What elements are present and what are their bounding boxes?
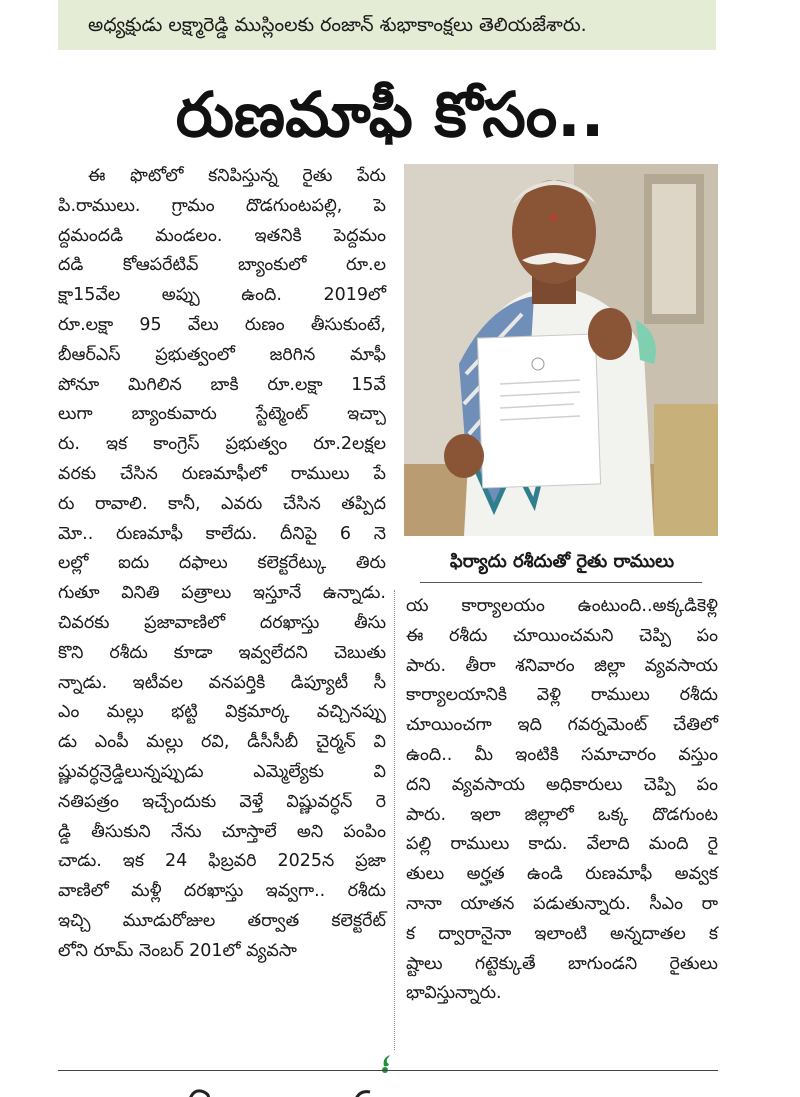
article-right-column <box>406 592 718 1009</box>
article-line: చివరకు ప్రజావాణిలో దరఖాస్తు తీసు <box>58 612 386 633</box>
article-line: లల్లో ఐదు దఫాలు కలెక్టరేట్కు తిరు <box>58 553 386 574</box>
article-line: క్షా15వేల అప్పు ఉంది. 2019లో <box>58 285 386 306</box>
article-line: పల్లి రాములు కాదు. వేలాది మంది రై <box>406 834 718 855</box>
article-line: వాణిలో మళ్లీ దరఖాస్తు ఇవ్వగా.. రశీదు <box>58 881 386 902</box>
article-line: పారు. తీరా శనివారం జిల్లా వ్యవసాయ <box>406 655 718 676</box>
article-line: రూ.లక్షా 95 వేలు రుణం తీసుకుంటే, <box>58 314 386 335</box>
farmer-photo-illustration <box>404 164 718 536</box>
strip-line-2: అధ్యక్షుడు లక్ష్మారెడ్డి ముస్లింలకు రంజాన్ శుభాకాంక్షలు తెలియజేశారు. <box>88 14 587 36</box>
article-line: ష్ణువర్ధన్రెడ్డిలున్నప్పుడు ఎమ్మెల్యేకు వి <box>58 761 386 782</box>
farmer-photo <box>404 164 718 536</box>
article-line: దడి కోఆపరేటివ్ బ్యాంకులో రూ.ల <box>58 255 386 276</box>
article-line: మో.. రుణమాఫీ కాలేదు. దీనిపై 6 నె <box>58 523 386 544</box>
article-headline: రుణమాఫీ కోసం.. <box>175 78 605 151</box>
article-line: ద్దమందడి మండలం. ఇతనికి పెద్దమం <box>58 225 386 246</box>
next-headline-fragment <box>180 1084 540 1097</box>
article-line: దని వ్యవసాయ అధికారులు చెప్పి పం <box>406 774 718 795</box>
article-line: ఉంది.. మీ ఇంటికి సమాచారం వస్తుం <box>406 744 718 765</box>
page-bottom-rule <box>58 1070 718 1071</box>
top-news-strip <box>58 0 716 50</box>
article-line: పోనూ మిగిలిన బాకి రూ.లక్షా 15వే <box>58 374 386 395</box>
article-line: చూయించగా ఇది గవర్నమెంట్ చేతిలో <box>406 715 718 736</box>
article-line: లోని రూమ్ నెంబర్ 201లో వ్యవసా <box>58 940 297 961</box>
article-line: రు. ఇక కాంగ్రెస్ ప్రభుత్వం రూ.2లక్షల <box>58 434 386 455</box>
column-divider <box>394 590 395 1050</box>
article-left-column <box>58 162 386 967</box>
article-line: ఈ ఫొటోలో కనిపిస్తున్న రైతు పేరు <box>88 166 386 186</box>
article-line: కొని రశీదు కూడా ఇవ్వలేదని చెబుతు <box>58 642 386 663</box>
article-line: భావిస్తున్నారు. <box>406 983 502 1004</box>
article-line: బీఆర్ఎస్ ప్రభుత్వంలో జరిగిన మాఫీ <box>58 344 386 365</box>
article-line: గుతూ వినితి పత్రాలు ఇస్తూనే ఉన్నాడు. <box>58 583 386 604</box>
article-line: కార్యాలయానికి వెళ్లి రాములు రశీదు <box>406 685 718 706</box>
article-line: ఇచ్చి మూడురోజుల తర్వాత కలెక్టరేట్ <box>58 910 386 931</box>
article-line: ఎం మల్లు భట్టి విక్రమార్క వచ్చినప్పు <box>58 702 386 723</box>
article-line: రు రావాలి. కానీ, ఎవరు చేసిన తప్పిద <box>58 493 386 514</box>
article-line: ఈ రశీదు చూయించమని చెప్పి పం <box>406 625 718 646</box>
article-line: చాడు. ఇక 24 ఫిబ్రవరి 2025న ప్రజా <box>58 851 386 872</box>
article-line: న్నాడు. ఇటీవల వనపర్తికి డిప్యూటీ సీ <box>58 672 386 693</box>
article-line: య కార్యాలయం ఉంటుంది..అక్కడికెళ్లి <box>406 596 718 616</box>
photo-caption: ఫిర్యాదు రశీదుతో రైతు రాములు <box>449 551 675 572</box>
article-line: ష్టాలు గట్టెక్కుతే బాగుండని రైతులు <box>406 953 718 974</box>
caption-divider <box>420 582 702 583</box>
article-line: పి.రాములు. గ్రామం దొడగుంటపల్లి, పె <box>58 195 386 216</box>
article-line: డ్డి తీసుకుని నేను చూస్తాలే అని పంపిం <box>58 821 386 842</box>
article-line: నానా యాతన పడుతున్నారు. సీఎం రా <box>406 893 718 914</box>
article-end-mark-icon <box>376 1052 400 1076</box>
article-line: వరకు చేసిన రుణమాఫీలో రాములు పే <box>58 463 386 484</box>
article-line: డు ఎంపీ మల్లు రవి, డీసీసీబీ చైర్మన్ వి <box>58 732 386 753</box>
article-line: తులు అర్హత ఉండి రుణమాఫీ అవ్వక <box>406 864 718 885</box>
article-line: నతిపత్రం ఇచ్చేందుకు వెళ్తే విష్ణువర్ధన్ రె <box>58 791 386 812</box>
article-line: లుగా బ్యాంకువారు స్టేట్మెంట్ ఇచ్చా <box>58 404 386 425</box>
article-line: పారు. ఇలా జిల్లాలో ఒక్క దొడగుంట <box>406 804 718 825</box>
article-line: క ద్వారానైనా ఇలాంటి అన్నదాతల క <box>406 923 718 944</box>
